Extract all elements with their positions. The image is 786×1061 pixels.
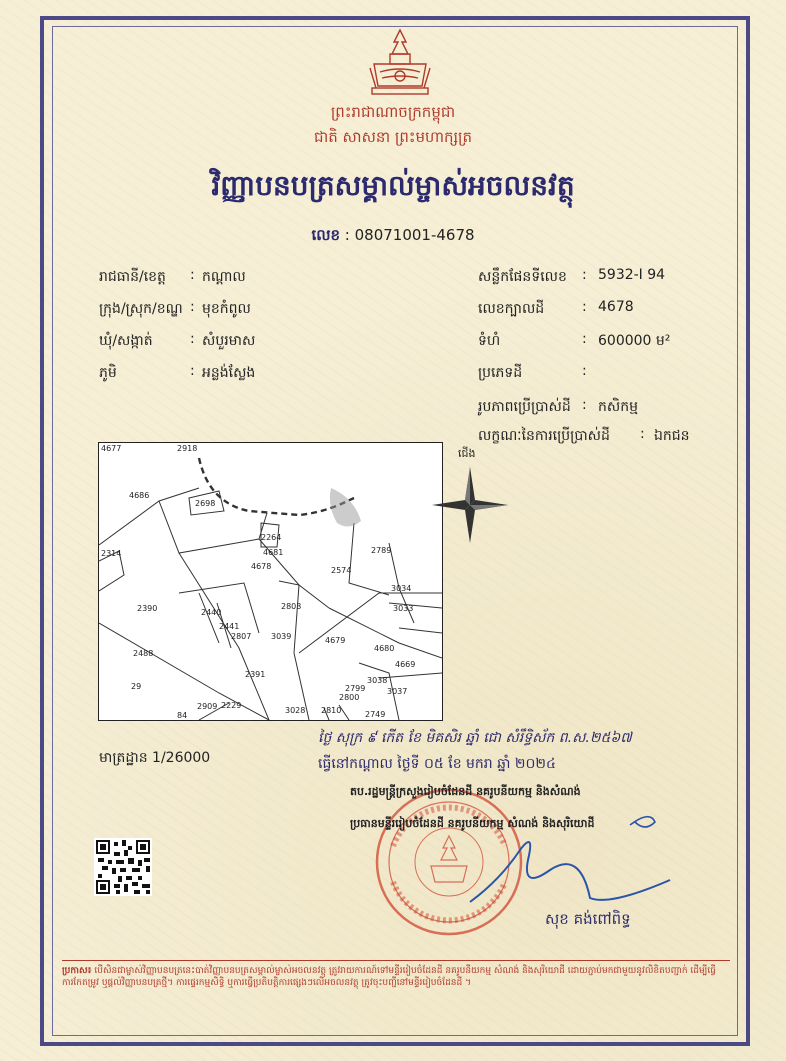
parcel-label: 2488 bbox=[133, 649, 154, 658]
kingdom-heading: ព្រះរាជាណាចក្រកម្ពុជា bbox=[330, 103, 456, 121]
field-label-parcel-number: លេខក្បាលដី bbox=[478, 301, 545, 317]
parcel-label: 2918 bbox=[177, 444, 198, 453]
parcel-label: 2803 bbox=[281, 602, 302, 611]
parcel-label: 2574 bbox=[331, 566, 352, 575]
field-value-area: 600000 ម² bbox=[598, 333, 671, 349]
field-label-area: ទំហំ bbox=[478, 333, 501, 349]
parcel-label: 3034 bbox=[391, 584, 412, 593]
parcel-label: 3033 bbox=[393, 604, 414, 613]
parcel-label: 4679 bbox=[325, 636, 346, 645]
parcel-label-4678: 4678 bbox=[251, 562, 272, 571]
field-value-map-sheet: 5932-I 94 bbox=[598, 267, 666, 283]
parcel-label: 4680 bbox=[374, 644, 395, 653]
land-title-certificate: ព្រះរាជាណាចក្រកម្ពុជា ជាតិ សាសនា ព្រះមហាក្សត្រ វិញ្ញាបនបត្រសម្គាល់ម្ចាស់អចលនវត្ថុ លេខ : 08071001-4678 រាជធានី/ខេត្ត : កណ្ដាល ក្រុង/ស្រុក/ខណ្ឌ : មុខកំពូល ឃុំ/សង្កាត់ : សំបួរមាស ភូមិ : អន្លង់ស្លែង សន្លឹកផែនទីលេខ : 5932-I 94 លេខក្បាលដី : 4678 ទំហំ : 600000 ម² ប្រភេទដី : រូបភាពប្រើប្រាស់ដី : កសិកម្ម លក្ខណៈនៃការប្រើប្រាស់ដី : ឯកជន 4677 2918 4686 2698 2314 2264 4681 4678 2789 2574 3034 3033 2390 2440 2441 2807 2803 3039 4679 4680 4669 2488 2391 3038 3037 29 2909 2229 3028 2810 2800 2749 2799 84 ជើង មាត្រដ្ឋាន 1/26000 ថ្ងៃ សុក្រ ៩ កើត ខែ មិគសិរ ឆ្នាំ ជោ សំរឹទ្ធិស័ក ព.ស.២៥៦៧ ធ្វើនៅកណ្ដាល ថ្ងៃទី ០៥ ខែ មករា ឆ្នាំ ២០២៤ តប.រដ្ឋមន្ត្រីក្រសួងរៀបចំដែនដី នគរូបនីយកម្ម និងសំណង់ ប្រធានមន្ទីររៀបចំដែនដី នគរូបនីយកម្ម សំណង់ និងសុរិយោដី សុខ គង់ពៅពិទ្ធ ប្រកាស៖ បើសិនជាម្ចាស់វិញ្ញាបនបត្រនេះបាត់វិញ្ញាបនបត្រសម្គាល់ម្ចាស់អចលនវត្ថុ ត្រូវរាយការណ៍ទៅមន្ទីររៀបចំដែនដី នគរូបនីយកម្ម សំណង់ និងសុរិយោដី ដោយភ្ជាប់មកជាមួយនូវលិខិតបញ្ជាក់ ដើម្បីធ្វើការកែតម្រូវ ឬផ្ដល់វិញ្ញាបនបត្រថ្មី។ ការផ្ទេរកម្មសិទ្ធិ ឬការធ្វើប្រតិបត្តិការផ្សេងៗលើអចលនវត្ថុ ត្រូវចុះបញ្ជីនៅមន្ទីររៀបចំដែនដី ។ bbox=[0, 0, 786, 1061]
parcel-label: 2807 bbox=[231, 632, 252, 641]
lunar-date: ថ្ងៃ សុក្រ ៩ កើត ខែ មិគសិរ ឆ្នាំ ជោ សំរឹទ្ធិស័ក ព.ស.២៥៦៧ bbox=[318, 730, 632, 746]
signer-name: សុខ គង់ពៅពិទ្ធ bbox=[545, 910, 631, 928]
field-label-land-use: រូបភាពប្រើប្រាស់ដី bbox=[478, 399, 571, 415]
parcel-label: 3039 bbox=[271, 632, 292, 641]
parcel-label: 84 bbox=[177, 711, 188, 720]
parcel-label: 4681 bbox=[263, 548, 284, 557]
field-value-province: កណ្ដាល bbox=[202, 269, 246, 285]
signatory-title-line2: ប្រធានមន្ទីររៀបចំដែនដី នគរូបនីយកម្ម សំណង់ និងសុរិយោដី bbox=[350, 817, 595, 830]
field-label-village: ភូមិ bbox=[99, 365, 117, 381]
parcel-label: 4677 bbox=[101, 444, 122, 453]
handwritten-signature bbox=[440, 810, 680, 920]
parcel-label: 2440 bbox=[201, 608, 222, 617]
field-label-map-sheet: សន្លឹកផែនទីលេខ bbox=[478, 269, 567, 285]
parcel-label: 2800 bbox=[339, 693, 360, 702]
parcel-label: 2789 bbox=[371, 546, 392, 555]
parcel-label: 2441 bbox=[219, 622, 240, 631]
certificate-number-value: 08071001-4678 bbox=[354, 226, 475, 244]
parcel-label: 2749 bbox=[365, 710, 386, 719]
page-title: វិញ្ញាបនបត្រសម្គាល់ម្ចាស់អចលនវត្ថុ bbox=[211, 169, 575, 202]
cadastral-map bbox=[98, 442, 443, 721]
field-label-province: រាជធានី/ខេត្ត bbox=[99, 269, 166, 285]
field-label-land-type: ប្រភេទដី bbox=[478, 365, 523, 381]
parcel-label: 29 bbox=[131, 682, 142, 691]
notice-label: ប្រកាស៖ bbox=[62, 966, 92, 976]
parcel-label: 2229 bbox=[221, 701, 242, 710]
legal-notice bbox=[62, 960, 730, 1037]
field-value-use-character: ឯកជន bbox=[654, 428, 690, 444]
parcel-label: 2264 bbox=[261, 533, 282, 542]
field-value-land-use: កសិកម្ម bbox=[598, 399, 638, 415]
field-label-district: ក្រុង/ស្រុក/ខណ្ឌ bbox=[99, 301, 183, 317]
solar-date: ធ្វើនៅកណ្ដាល ថ្ងៃទី ០៥ ខែ មករា ឆ្នាំ ២០២៤ bbox=[318, 756, 556, 772]
field-label-use-character: លក្ខណៈនៃការប្រើប្រាស់ដី bbox=[478, 428, 610, 444]
field-value-commune: សំបួរមាស bbox=[202, 333, 256, 349]
parcel-label: 2314 bbox=[101, 549, 122, 558]
map-scale: មាត្រដ្ឋាន 1/26000 bbox=[99, 750, 211, 766]
field-value-village: អន្លង់ស្លែង bbox=[202, 365, 256, 381]
field-value-parcel-number: 4678 bbox=[598, 299, 634, 315]
certificate-number: លេខ : 08071001-4678 bbox=[311, 226, 475, 244]
parcel-label: 2799 bbox=[345, 684, 366, 693]
parcel-label: 2698 bbox=[195, 499, 216, 508]
parcel-label: 2391 bbox=[245, 670, 266, 679]
national-motto: ជាតិ សាសនា ព្រះមហាក្សត្រ bbox=[313, 128, 473, 146]
parcel-label: 4686 bbox=[129, 491, 150, 500]
parcel-label: 3038 bbox=[367, 676, 388, 685]
parcel-label: 3037 bbox=[387, 687, 408, 696]
parcel-label: 2390 bbox=[137, 604, 158, 613]
north-label: ជើង bbox=[458, 447, 476, 460]
field-value-district: មុខកំពូល bbox=[202, 301, 251, 317]
royal-emblem-icon bbox=[362, 28, 438, 100]
parcel-label: 2810 bbox=[321, 706, 342, 715]
certificate-number-label: លេខ bbox=[311, 226, 341, 244]
parcel-label: 4669 bbox=[395, 660, 416, 669]
signatory-title-line1: តប.រដ្ឋមន្ត្រីក្រសួងរៀបចំដែនដី នគរូបនីយកម្ម និងសំណង់ bbox=[350, 785, 581, 798]
qr-code[interactable] bbox=[94, 838, 152, 896]
field-label-commune: ឃុំ/សង្កាត់ bbox=[99, 333, 153, 349]
parcel-label: 3028 bbox=[285, 706, 306, 715]
parcel-label: 2909 bbox=[197, 702, 218, 711]
notice-text: បើសិនជាម្ចាស់វិញ្ញាបនបត្រនេះបាត់វិញ្ញាបនបត្រសម្គាល់ម្ចាស់អចលនវត្ថុ ត្រូវរាយការណ៍ទៅមន្ទីររៀបចំដែនដី នគរូបនីយកម្ម សំណង់ និងសុរិយោដី ដោយភ្ជាប់មកជាមួយនូវលិខិតបញ្ជាក់ ដើម្បីធ្វើការកែតម្រូវ ឬផ្ដល់វិញ្ញាបនបត្រថ្មី។ ការផ្ទេរកម្មសិទ្ធិ ឬការធ្វើប្រតិបត្តិការផ្សេងៗលើអចលនវត្ថុ ត្រូវចុះបញ្ជីនៅមន្ទីររៀបចំដែនដី ។ bbox=[62, 966, 716, 988]
compass-rose-icon bbox=[430, 465, 510, 545]
